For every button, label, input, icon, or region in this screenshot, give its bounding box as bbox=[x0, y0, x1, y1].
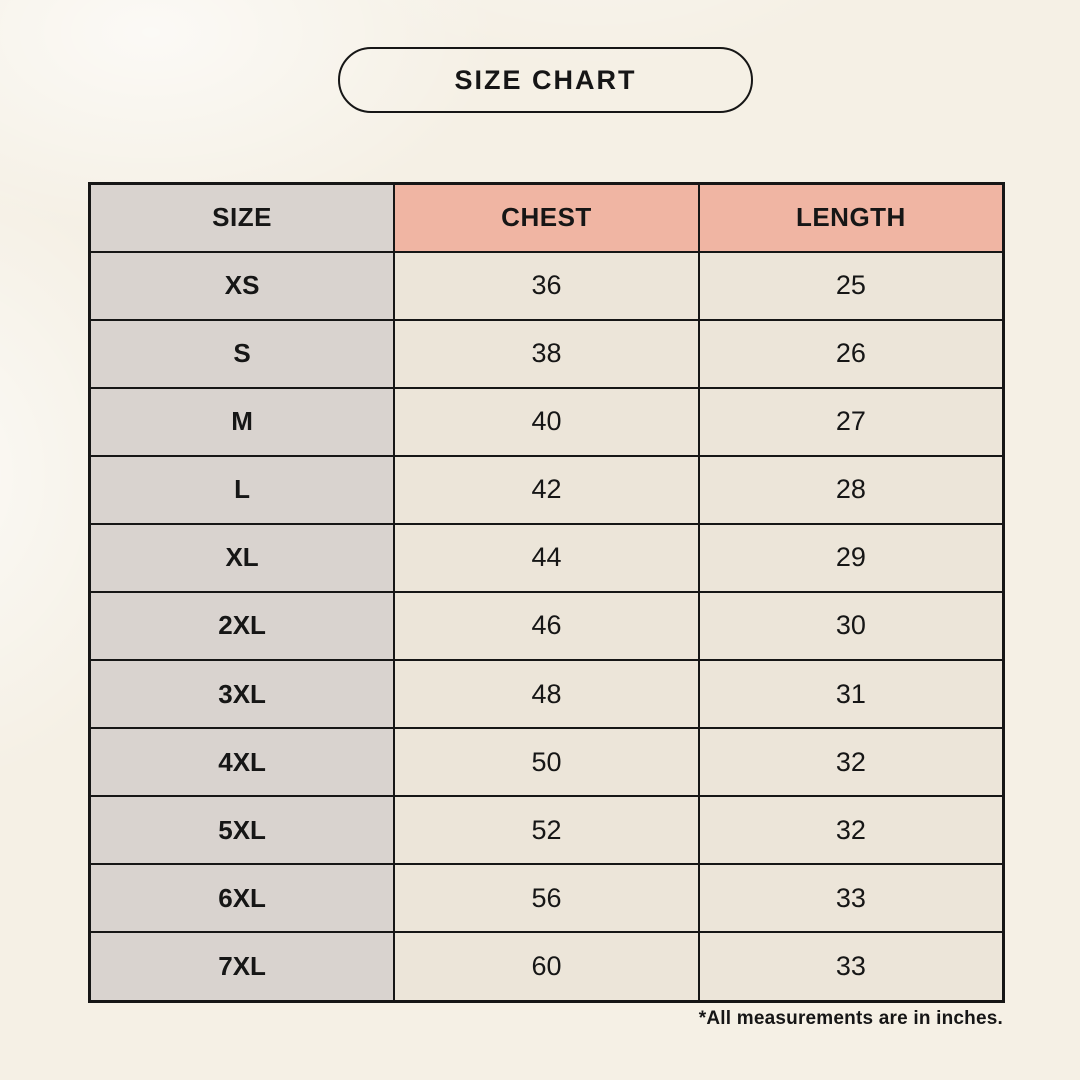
size-cell: 6XL bbox=[90, 864, 395, 932]
size-cell: 7XL bbox=[90, 932, 395, 1001]
size-cell: 5XL bbox=[90, 796, 395, 864]
column-header-size: SIZE bbox=[90, 184, 395, 252]
chest-cell: 42 bbox=[394, 456, 699, 524]
footnote: *All measurements are in inches. bbox=[698, 1008, 1003, 1029]
length-cell: 28 bbox=[699, 456, 1004, 524]
size-cell: 3XL bbox=[90, 660, 395, 728]
length-cell: 30 bbox=[699, 592, 1004, 660]
chest-cell: 52 bbox=[394, 796, 699, 864]
length-cell: 27 bbox=[699, 388, 1004, 456]
chest-cell: 48 bbox=[394, 660, 699, 728]
title-pill bbox=[338, 47, 753, 113]
size-cell: L bbox=[90, 456, 395, 524]
chest-cell: 50 bbox=[394, 728, 699, 796]
header-row bbox=[90, 184, 1004, 252]
column-header-length: LENGTH bbox=[699, 184, 1004, 252]
column-header-chest: CHEST bbox=[394, 184, 699, 252]
length-cell: 33 bbox=[699, 932, 1004, 1001]
chest-cell: 38 bbox=[394, 320, 699, 388]
size-table bbox=[88, 182, 1005, 1003]
table-row bbox=[90, 524, 1004, 592]
chest-cell: 44 bbox=[394, 524, 699, 592]
table-row bbox=[90, 388, 1004, 456]
table-header bbox=[90, 184, 1004, 252]
page-title: SIZE CHART bbox=[454, 64, 637, 95]
size-cell: S bbox=[90, 320, 395, 388]
length-cell: 32 bbox=[699, 796, 1004, 864]
size-cell: XS bbox=[90, 252, 395, 320]
table-row bbox=[90, 864, 1004, 932]
table-row bbox=[90, 456, 1004, 524]
chest-cell: 60 bbox=[394, 932, 699, 1001]
table-row bbox=[90, 796, 1004, 864]
size-cell: 4XL bbox=[90, 728, 395, 796]
size-cell: M bbox=[90, 388, 395, 456]
length-cell: 25 bbox=[699, 252, 1004, 320]
length-cell: 32 bbox=[699, 728, 1004, 796]
chest-cell: 46 bbox=[394, 592, 699, 660]
size-cell: XL bbox=[90, 524, 395, 592]
size-cell: 2XL bbox=[90, 592, 395, 660]
table-row bbox=[90, 932, 1004, 1001]
chest-cell: 56 bbox=[394, 864, 699, 932]
table-row bbox=[90, 252, 1004, 320]
table-body bbox=[90, 252, 1004, 1002]
chest-cell: 36 bbox=[394, 252, 699, 320]
chest-cell: 40 bbox=[394, 388, 699, 456]
table-row bbox=[90, 660, 1004, 728]
table-row bbox=[90, 320, 1004, 388]
length-cell: 33 bbox=[699, 864, 1004, 932]
length-cell: 31 bbox=[699, 660, 1004, 728]
table-row bbox=[90, 592, 1004, 660]
length-cell: 29 bbox=[699, 524, 1004, 592]
table-row bbox=[90, 728, 1004, 796]
length-cell: 26 bbox=[699, 320, 1004, 388]
